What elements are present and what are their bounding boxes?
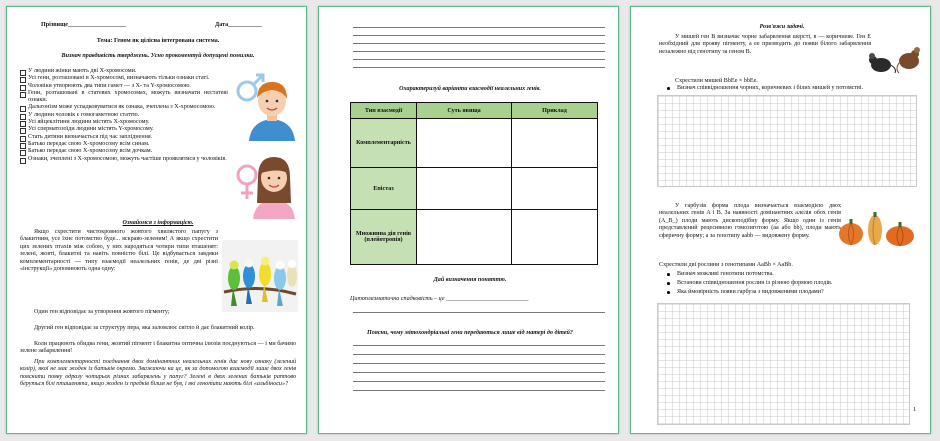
pumpkin-question-2: Встанови співвідношення рослин із різною формою плодів. bbox=[677, 280, 833, 286]
mice-question: Визнач співвідношення чорних, коричневих і білих мишей у потомстві. bbox=[677, 85, 864, 91]
mitochondrial-question: Поясни, чому мітохондріальні гени передаються лише від матері до дітей? bbox=[367, 330, 573, 336]
task-characterize-heading: Охарактеризуй варіанти взаємодії неалельних генів. bbox=[399, 86, 541, 92]
surname-field[interactable]: Прізвище___________________ bbox=[41, 22, 126, 28]
solve-problems-heading: Розв'яжи задачі. bbox=[759, 24, 805, 30]
pumpkin-problem-text: У гарбузів форма плода визначається взаємодією двох неалельних генів A і B. За наявності домінантних алелів обох генів (A_B_) плоди мають дископодібну форму. Якщо один із генів представлений рецесивною гомозиготою (аа або bb), плоди мають сферичну форму; а за генотипу aabb — видовжену форму. bbox=[659, 203, 841, 239]
info-point-gene-1: Один ген відповідає за утворення жовтого пігменту; bbox=[34, 309, 170, 315]
info-point-both-genes: Коли працюють обидва гени, жовтий пігмент і блакитна оптична ілюзія поєднуються — і ми бачимо зелене забарвлення! bbox=[20, 341, 296, 355]
statement-checkbox-item[interactable]: Чоловіки утворюють два типи гамет — з X- та Y-хромосомою. bbox=[20, 83, 228, 90]
pumpkin-question-3: Яка ймовірність появи гарбуза з видовженими плодами? bbox=[677, 289, 824, 295]
answer-line[interactable] bbox=[353, 59, 605, 60]
table-cell-input[interactable] bbox=[512, 210, 598, 265]
answer-line[interactable] bbox=[353, 345, 605, 346]
statement-checkbox-item[interactable]: Усі гени, розташовані в X-хромосомі, визначають тільки ознаки статі. bbox=[20, 75, 228, 82]
topic-title: Тема: Геном як цілісна інтегрована система. bbox=[96, 38, 220, 44]
info-paragraph: Якщо схрестити чистокровного жовтого хвилястого папугу з блакитним, усе їхнє потомство буде... яскраво-зеленим! А якщо схрестити цих зелених птахів між собою, у них народяться чотири типи пташенят: зелені, жовті, блакитні та навіть повністю білі. Це відбувається завдяки комплементарності — типу взаємодії неалельних генів, де дві різні «інструкції» доповнюють одна одну: bbox=[20, 229, 218, 273]
answer-line[interactable] bbox=[353, 372, 605, 373]
table-row-label: Множинна дія генів (плейотропія) bbox=[351, 210, 417, 265]
mouse-black-icon bbox=[869, 53, 896, 73]
date-field[interactable]: Дата___________ bbox=[215, 22, 262, 28]
definition-prompt: Цитоплазматична спадковість – це ___________________________ bbox=[350, 296, 529, 302]
statement-checkbox-item[interactable]: У людини чоловік є гомогаметною статтю. bbox=[20, 112, 228, 119]
statement-checkbox-item[interactable]: У людини жінки мають дві X-хромосоми. bbox=[20, 68, 228, 75]
pumpkin-answer-grid[interactable] bbox=[657, 303, 910, 425]
mice-problem-text: У мишей ген B визначає чорне забарвлення шерсті, в — коричневе. Ген E необхідний для прояву пігменту, а ее призводить до появи білого забарвлення незалежно від генотипу за геном B. bbox=[659, 34, 871, 55]
table-cell-input[interactable] bbox=[512, 168, 598, 210]
pumpkins-icon bbox=[837, 212, 917, 248]
bullet-icon bbox=[667, 291, 670, 294]
table-cell-input[interactable] bbox=[417, 168, 512, 210]
answer-line[interactable] bbox=[353, 67, 605, 68]
statement-checkbox-item[interactable]: Батько передає свою X-хромосому всім синам. bbox=[20, 141, 228, 148]
table-header-type: Тип взаємодії bbox=[351, 103, 417, 119]
statement-checkbox-item[interactable]: Дальтонізм може успадковуватися як ознака, зчеплена з X-хромосомою. bbox=[20, 104, 228, 111]
table-header-essence: Суть явища bbox=[417, 103, 512, 119]
answer-line[interactable] bbox=[353, 51, 605, 52]
answer-line[interactable] bbox=[353, 43, 605, 44]
info-question-paragraph: При комплементарності поєднання двох домінантних неалельних генів дає нову ознаку (зелений колір), якої не має жоден із батьків окремо. Зважаючи на це, як за допомогою взаємодії лише двох генів пояснити появу одразу чотирьох різних забарвлень у папуг? Зелені в двох зелених батьків раптово беруться білі пташенята, якщо жоден із предків білим не був, і які генотипи мають білі «альбіноси»? bbox=[20, 359, 296, 388]
statement-checkbox-item[interactable]: Усі яйцеклітини людини містять X-хромосому. bbox=[20, 119, 228, 126]
statement-checkbox-item[interactable]: Гени, розташовані в статевих хромосомах, можуть визначати нестатеві ознаки. bbox=[20, 90, 228, 105]
worksheet-page-2 bbox=[318, 6, 619, 434]
task-read-info-heading: Ознайомся з інформацією. bbox=[122, 220, 194, 226]
page-number: 1 bbox=[913, 407, 917, 413]
worksheet-page-1 bbox=[6, 6, 307, 434]
answer-line[interactable] bbox=[353, 27, 605, 28]
statement-checkbox-item[interactable]: Батько передає свою X-хромосому всім дочкам. bbox=[20, 148, 228, 155]
boy-portrait bbox=[231, 69, 297, 141]
table-cell-input[interactable] bbox=[417, 119, 512, 168]
gene-interaction-table bbox=[350, 102, 598, 265]
worksheet-page-3 bbox=[630, 6, 931, 434]
mice-cross: Схрестили мишей BbEe × bbEe. bbox=[675, 78, 758, 84]
answer-line[interactable] bbox=[353, 354, 605, 355]
mice-illustration bbox=[869, 47, 923, 75]
answer-line[interactable] bbox=[353, 390, 605, 391]
bullet-icon bbox=[667, 273, 670, 276]
table-cell-input[interactable] bbox=[512, 119, 598, 168]
info-point-gene-2: Другий ген відповідає за структуру пера, яка заломлює світло й дає блакитний колір. bbox=[34, 325, 255, 331]
statement-checkbox-item[interactable]: Усі сперматозоїди людини містять Y-хромосому. bbox=[20, 126, 228, 133]
mouse-brown-icon bbox=[897, 47, 920, 73]
girl-portrait bbox=[231, 147, 297, 219]
task-true-false-heading: Визнач правдивість тверджень. Усно прокоментуй допущені помилки. bbox=[61, 53, 255, 59]
answer-line[interactable] bbox=[353, 381, 605, 382]
table-header-example: Приклад bbox=[512, 103, 598, 119]
pumpkin-cross: Схрестили дві рослини з генотипами AaBb × AaBb. bbox=[659, 262, 793, 268]
parrots-photo bbox=[222, 240, 298, 312]
bullet-icon bbox=[667, 282, 670, 285]
mice-answer-grid[interactable] bbox=[657, 95, 917, 187]
statements-list bbox=[20, 68, 228, 163]
pumpkin-question-1: Визнач можливі генотипи потомства. bbox=[677, 271, 774, 277]
table-cell-input[interactable] bbox=[417, 210, 512, 265]
statement-checkbox-item[interactable]: Ознаки, зчеплені з X-хромосомою, можуть частіше проявлятися у чоловіків. bbox=[20, 156, 228, 163]
bullet-icon bbox=[667, 87, 670, 90]
statement-checkbox-item[interactable]: Стать дитини визначається під час запліднення. bbox=[20, 134, 228, 141]
task-define-heading: Дай визначення поняттю. bbox=[433, 277, 507, 283]
answer-line[interactable] bbox=[353, 312, 605, 313]
female-symbol-icon bbox=[238, 166, 256, 184]
answer-line[interactable] bbox=[353, 363, 605, 364]
answer-line[interactable] bbox=[353, 35, 605, 36]
table-row-label: Епістаз bbox=[351, 168, 417, 210]
table-row-label: Комплементарність bbox=[351, 119, 417, 168]
